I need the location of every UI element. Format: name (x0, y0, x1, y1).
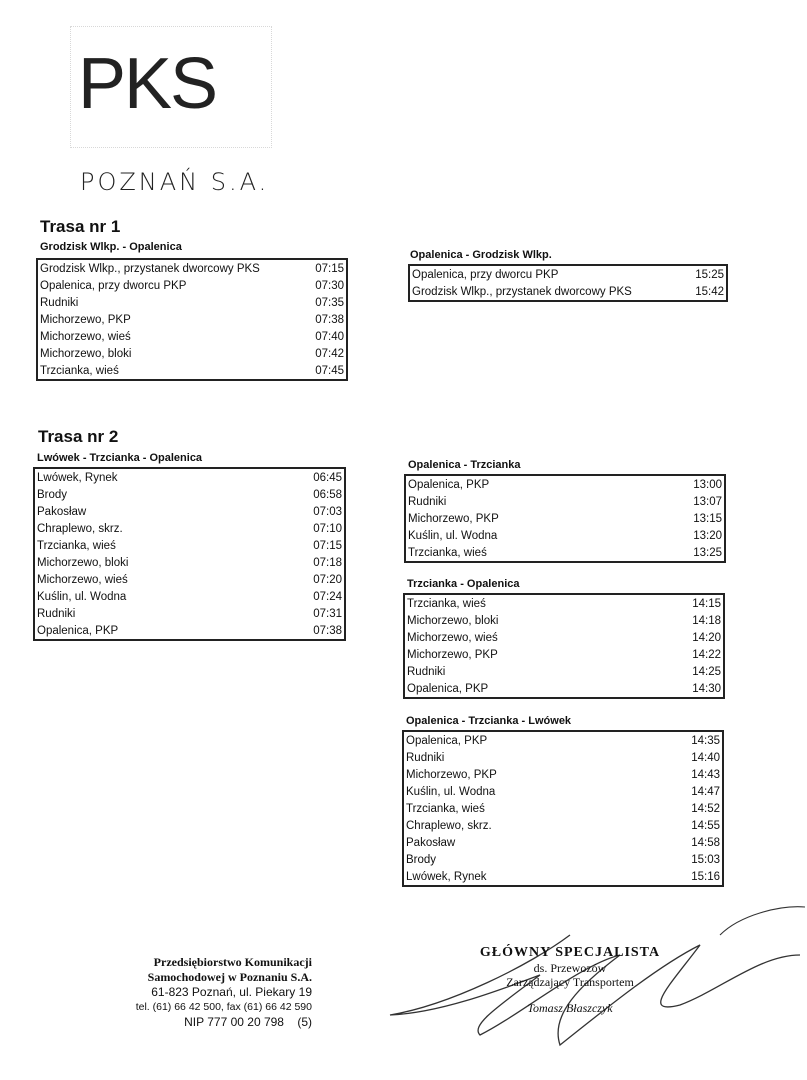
timetable-row (35, 554, 344, 571)
timetable-row (404, 783, 722, 800)
stop-name: Michorzewo, PKP (407, 648, 498, 661)
departure-time: 07:38 (315, 313, 344, 326)
stamp-company-line-1: Przedsiębiorstwo Komunikacji (153, 955, 312, 969)
stop-name: Michorzewo, bloki (37, 556, 129, 569)
departure-time: 14:20 (692, 631, 721, 644)
stop-name: Chraplewo, skrz. (37, 522, 123, 535)
departure-time: 14:55 (691, 819, 720, 832)
timetable-row (405, 646, 723, 663)
stop-name: Grodzisk Wlkp., przystanek dworcowy PKS (412, 285, 632, 298)
timetable-route-1-out (36, 258, 348, 381)
stop-name: Michorzewo, bloki (407, 614, 499, 627)
departure-time: 07:24 (313, 590, 342, 603)
departure-time: 14:40 (691, 751, 720, 764)
stop-name: Opalenica, PKP (37, 624, 119, 637)
route-1-back-name: Opalenica - Grodzisk Wlkp. (410, 249, 552, 261)
stop-name: Kuślin, ul. Wodna (37, 590, 127, 603)
departure-time: 07:30 (315, 279, 344, 292)
stamp-dept-2: Zarządzający Transportem (506, 975, 634, 989)
departure-time: 07:45 (315, 364, 344, 377)
stop-name: Kuślin, ul. Wodna (408, 529, 498, 542)
departure-time: 07:42 (315, 347, 344, 360)
departure-time: 07:20 (313, 573, 342, 586)
timetable-row (406, 493, 724, 510)
timetable-row (35, 588, 344, 605)
departure-time: 14:43 (691, 768, 720, 781)
timetable-row (405, 612, 723, 629)
timetable-row (38, 328, 346, 345)
stop-name: Rudniki (40, 296, 79, 309)
stop-name: Pakosław (406, 836, 456, 849)
stop-name: Rudniki (406, 751, 445, 764)
stamp-phone: tel. (61) 66 42 500, fax (61) 66 42 590 (135, 1001, 312, 1013)
signature-stamp (470, 945, 670, 1016)
timetable-row (35, 605, 344, 622)
stop-name: Michorzewo, PKP (406, 768, 497, 781)
departure-time: 14:25 (692, 665, 721, 678)
stamp-nip: NIP 777 00 20 798 (184, 1015, 284, 1029)
company-name: POZNAŃ S.A. (80, 168, 270, 196)
timetable-row (38, 294, 346, 311)
timetable-row (35, 520, 344, 537)
timetable-row (410, 283, 726, 300)
timetable-row (404, 732, 722, 749)
timetable-row (404, 851, 722, 868)
timetable-row (35, 469, 344, 486)
stop-name: Pakosław (37, 505, 87, 518)
stop-name: Michorzewo, PKP (40, 313, 131, 326)
timetable-row (404, 800, 722, 817)
timetable-route-2-a (404, 474, 726, 563)
stop-name: Chraplewo, skrz. (406, 819, 492, 832)
departure-time: 07:31 (313, 607, 342, 620)
departure-time: 14:18 (692, 614, 721, 627)
timetable-row (405, 595, 723, 612)
departure-time: 14:30 (692, 682, 721, 695)
timetable-row (404, 766, 722, 783)
timetable-row (38, 277, 346, 294)
timetable-row (35, 622, 344, 639)
departure-time: 14:15 (692, 597, 721, 610)
timetable-row (38, 362, 346, 379)
timetable-row (35, 486, 344, 503)
stop-name: Brody (406, 853, 437, 866)
stamp-title: GŁÓWNY SPECJALISTA (479, 945, 661, 960)
timetable-route-2-b (403, 593, 725, 699)
stop-name: Grodzisk Wlkp., przystanek dworcowy PKS (40, 262, 260, 275)
departure-time: 14:22 (692, 648, 721, 661)
timetable-row (406, 544, 724, 561)
stop-name: Opalenica, przy dworcu PKP (40, 279, 187, 292)
departure-time: 14:47 (691, 785, 720, 798)
stamp-person-name: Tomasz Błaszczyk (527, 1001, 613, 1015)
timetable-row (35, 571, 344, 588)
departure-time: 15:25 (695, 268, 724, 281)
stop-name: Lwówek, Rynek (37, 471, 118, 484)
route-2-a-name: Opalenica - Trzcianka (408, 459, 521, 471)
timetable-row (405, 629, 723, 646)
departure-time: 06:45 (313, 471, 342, 484)
timetable-row (38, 260, 346, 277)
departure-time: 07:40 (315, 330, 344, 343)
stop-name: Rudniki (37, 607, 76, 620)
stop-name: Opalenica, PKP (407, 682, 489, 695)
stop-name: Opalenica, PKP (406, 734, 488, 747)
timetable-row (404, 817, 722, 834)
timetable-row (410, 266, 726, 283)
route-2-c-name: Opalenica - Trzcianka - Lwówek (406, 715, 572, 727)
departure-time: 13:15 (693, 512, 722, 525)
departure-time: 07:15 (315, 262, 344, 275)
stop-name: Opalenica, przy dworcu PKP (412, 268, 559, 281)
departure-time: 07:10 (313, 522, 342, 535)
stop-name: Trzcianka, wieś (40, 364, 119, 377)
departure-time: 07:03 (313, 505, 342, 518)
stop-name: Michorzewo, wieś (40, 330, 131, 343)
route-2-b-name: Trzcianka - Opalenica (407, 578, 520, 590)
departure-time: 06:58 (313, 488, 342, 501)
stop-name: Michorzewo, bloki (40, 347, 132, 360)
stop-name: Michorzewo, wieś (37, 573, 128, 586)
stop-name: Michorzewo, PKP (408, 512, 499, 525)
departure-time: 13:07 (693, 495, 722, 508)
departure-time: 14:35 (691, 734, 720, 747)
timetable-row (38, 311, 346, 328)
departure-time: 07:15 (313, 539, 342, 552)
company-stamp (112, 955, 312, 1030)
timetable-route-2-c (402, 730, 724, 887)
stop-name: Trzcianka, wieś (37, 539, 116, 552)
timetable-row (406, 510, 724, 527)
departure-time: 13:25 (693, 546, 722, 559)
timetable-row (405, 680, 723, 697)
departure-time: 07:35 (315, 296, 344, 309)
stop-name: Rudniki (407, 665, 446, 678)
timetable-row (35, 503, 344, 520)
timetable-row (404, 868, 722, 885)
timetable-row (404, 749, 722, 766)
stop-name: Kuślin, ul. Wodna (406, 785, 496, 798)
stop-name: Rudniki (408, 495, 447, 508)
stop-name: Opalenica, PKP (408, 478, 490, 491)
departure-time: 15:03 (691, 853, 720, 866)
departure-time: 14:58 (691, 836, 720, 849)
timetable-row (404, 834, 722, 851)
route-2-out-name: Lwówek - Trzcianka - Opalenica (37, 452, 203, 464)
departure-time: 07:38 (313, 624, 342, 637)
stop-name: Trzcianka, wieś (407, 597, 486, 610)
stop-name: Lwówek, Rynek (406, 870, 487, 883)
timetable-route-2-out (33, 467, 346, 641)
timetable-route-1-back (408, 264, 728, 302)
timetable-row (406, 476, 724, 493)
departure-time: 14:52 (691, 802, 720, 815)
stamp-dept-1: ds. Przewozów (533, 961, 607, 975)
route-1-out-name: Grodzisk Wlkp. - Opalenica (40, 241, 182, 253)
departure-time: 15:42 (695, 285, 724, 298)
departure-time: 07:18 (313, 556, 342, 569)
stop-name: Trzcianka, wieś (408, 546, 487, 559)
stop-name: Michorzewo, wieś (407, 631, 498, 644)
departure-time: 13:20 (693, 529, 722, 542)
timetable-row (38, 345, 346, 362)
company-logo: PKS (78, 44, 217, 124)
stamp-address: 61-823 Poznań, ul. Piekary 19 (151, 985, 312, 999)
timetable-row (35, 537, 344, 554)
departure-time: 15:16 (691, 870, 720, 883)
timetable-row (405, 663, 723, 680)
timetable-row (406, 527, 724, 544)
route-2-title: Trasa nr 2 (38, 427, 119, 446)
stop-name: Brody (37, 488, 68, 501)
page-number: (5) (297, 1015, 312, 1029)
stamp-company-line-2: Samochodowej w Poznaniu S.A. (147, 970, 312, 984)
stop-name: Trzcianka, wieś (406, 802, 485, 815)
departure-time: 13:00 (693, 478, 722, 491)
route-1-title: Trasa nr 1 (40, 217, 121, 236)
